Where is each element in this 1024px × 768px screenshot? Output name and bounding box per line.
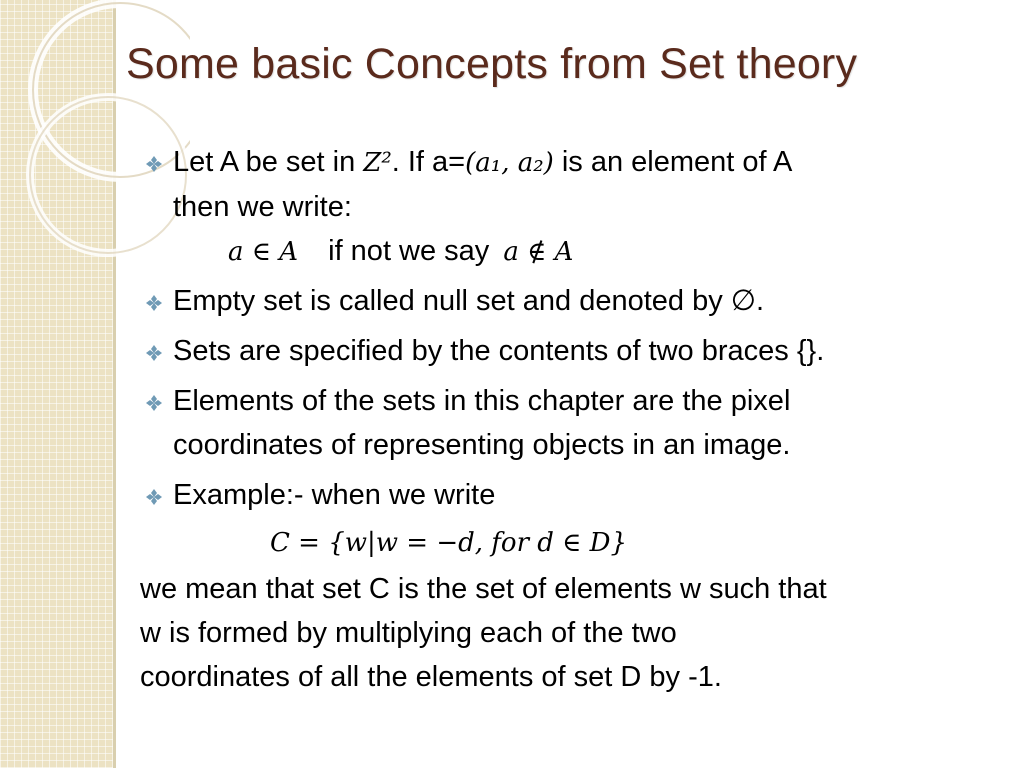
diamond-bullet-icon (144, 293, 164, 313)
bullet-text: Sets are specified by the contents of two braces {}. (173, 335, 825, 367)
bullet-braces (140, 329, 1020, 373)
example-formula (140, 517, 1020, 567)
bullet-set-membership (140, 140, 1020, 229)
slide-content (140, 140, 1020, 699)
bullet-text: Let A be set in (173, 146, 364, 178)
membership-formula (140, 229, 1020, 273)
math-z-squared: Z² (363, 148, 392, 178)
bullet-line-2: then we write: (173, 191, 352, 223)
explanation-paragraph (140, 567, 1020, 699)
bullet-line (173, 140, 1020, 185)
paragraph-line: coordinates of all the elements of set D by -1. (140, 661, 722, 693)
paragraph-line: w is formed by multiplying each of the two (140, 617, 677, 649)
diamond-bullet-icon (144, 393, 164, 413)
diamond-bullet-icon (144, 487, 164, 507)
bullet-text: . (756, 285, 765, 317)
formula-text: if not we say (328, 235, 490, 267)
bullet-text: is an element of A (553, 146, 793, 178)
bullet-text: . If a= (391, 146, 466, 178)
math-a-tuple: (a₁, a₂) (465, 148, 554, 178)
bullet-empty-set (140, 279, 1020, 323)
bullet-line-2: coordinates of representing objects in an image. (173, 429, 791, 461)
bullet-pixel-coordinates (140, 379, 1020, 467)
math-set-C-definition: C = {w|w = −d, for d ∈ D} (270, 528, 628, 558)
math-a-in-A: a ∈ A (228, 237, 299, 267)
diamond-bullet-icon (144, 154, 164, 174)
bullet-line: Elements of the sets in this chapter are the pixel (173, 385, 791, 417)
bullet-text: Example:- when we write (173, 479, 496, 511)
paragraph-line: we mean that set C is the set of elements w such that (140, 573, 827, 605)
slide-title: Some basic Concepts from Set theory (126, 40, 858, 88)
bullet-example (140, 473, 1020, 517)
math-a-not-in-A: a ∉ A (503, 237, 574, 267)
empty-set-symbol: ∅ (730, 285, 757, 317)
diamond-bullet-icon (144, 343, 164, 363)
bullet-text: Empty set is called null set and denoted by (173, 285, 731, 317)
